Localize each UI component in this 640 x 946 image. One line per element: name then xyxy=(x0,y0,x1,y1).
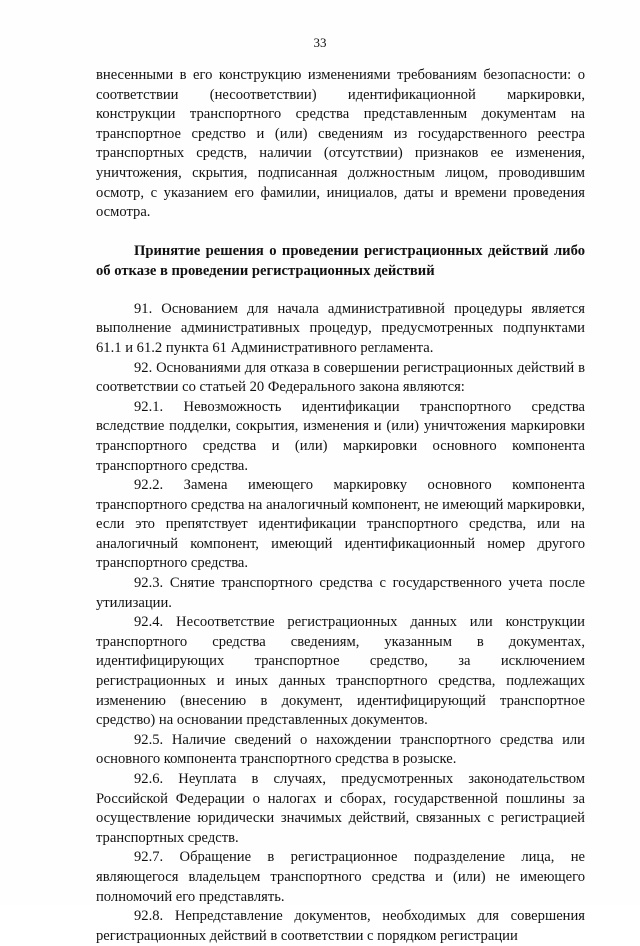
paragraph-92-8: 92.8. Непредставление документов, необходимых для совершения регистрационных действий в соответствии с порядком регистрации xyxy=(96,908,585,944)
intro-paragraph: внесенными в его конструкцию изменениями требованиям безопасности: о соответствии (несоответствии) идентификационной маркировки, конструкции транспортного средства представленным документам на транспортное средство и (или) сведениям из государственного реестра транспортных средств, наличии (отсутствии) признаков ее изменения, уничтожения, скрытия, подписанная должностным лицом, проводившим осмотр, с указанием его фамилии, инициалов, даты и времени проведения осмотра. xyxy=(96,67,585,221)
page-number: 33 xyxy=(313,35,327,50)
paragraph-92: 92. Основаниями для отказа в совершении регистрационных действий в соответствии со статьей 20 Федерального закона являются: xyxy=(96,359,585,396)
paragraph-92-6: 92.6. Неуплата в случаях, предусмотренных законодательством Российской Федерации о налогах и сборах, государственной пошлины за осуществление юридически значимых действий, связанных с регистрацией транспортных средств. xyxy=(96,771,585,846)
paragraph-91: 91. Основанием для начала административной процедуры является выполнение административных процедур, предусмотренных подпунктами 61.1 и 61.2 пункта 61 Административного регламента. xyxy=(96,300,585,356)
document-body xyxy=(96,66,585,946)
paragraph-92-4: 92.4. Несоответствие регистрационных данных или конструкции транспортного средства сведениям, указанным в документах, идентифицирующих транспортное средство, за исключением регистрационных и иных данных транспортного средства, подлежащих изменению (внесению в документ, идентифицирующий транспортное средство) на основании представленных документов. xyxy=(96,614,585,729)
paragraph-92-1: 92.1. Невозможность идентификации транспортного средства вследствие подделки, сокрытия, изменения и (или) уничтожения маркировки транспортного средства и (или) маркировки основного компонента транспортного средства. xyxy=(96,398,585,474)
paragraph-92-5: 92.5. Наличие сведений о нахождении транспортного средства или основного компонента транспортного средства в розыске. xyxy=(96,731,585,768)
paragraph-92-2: 92.2. Замена имеющего маркировку основного компонента транспортного средства на аналогичный компонент, не имеющий маркировки, если это препятствует идентификации транспортного средства, или на аналогичный компонент, имеющий идентификационный номер другого транспортного средства. xyxy=(96,477,585,572)
paragraph-92-3: 92.3. Снятие транспортного средства с государственного учета после утилизации. xyxy=(96,575,585,611)
section-heading: Принятие решения о проведении регистрационных действий либо об отказе в проведении регистрационных действий xyxy=(96,242,585,279)
paragraph-92-7: 92.7. Обращение в регистрационное подразделение лица, не являющегося владельцем транспортного средства и (или) не имеющего полномочий его представлять. xyxy=(96,849,585,905)
